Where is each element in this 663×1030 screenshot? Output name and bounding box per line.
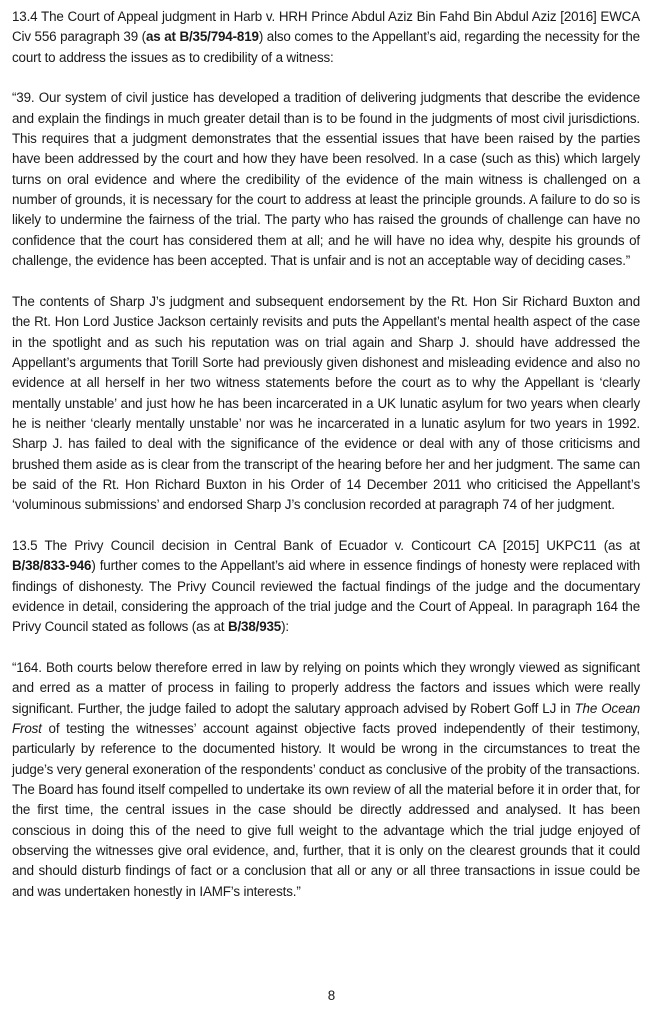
case-name: The Ocean Frost — [12, 700, 640, 737]
document-page — [12, 7, 640, 902]
bundle-reference: B/38/833-946 — [12, 558, 92, 574]
page-number: 8 — [327, 988, 336, 1003]
paragraph-text: of testing the witnesses’ account against objective facts proved independently of their testimony, particularly by reference to the documented history. It would be wrong in the circumstances to treat the judge’s very general exoneration of the respondents’ conduct as conclusive of the probity of the transactions. The Board has found itself compelled to undertake its own review of all the material before it in order that, for the first time, the central issues in the case should be directly addressed and analysed. It has been conscious in doing this of the need to give full weight to the advantage which the trial judge enjoyed of observing the witnesses give oral evidence, and, further, that it is only on the clearest grounds that it could and should disturb findings of fact or a conclusion that all or any or all three transactions in issue could be and was undertaken honestly in IAMF’s interests.” — [12, 721, 640, 899]
quote-paragraph-164 — [12, 658, 640, 902]
paragraph-text: ) further comes to the Appellant’s aid where in essence findings of honesty were replaced with findings of dishonesty. The Privy Council reviewed the factual findings of the judge and the documentary evidence in detail, considering the approach of the trial judge and the Court of Appeal. In paragraph 164 the Privy Council stated as follows (as at — [12, 558, 640, 635]
quote-paragraph-39: “39. Our system of civil justice has developed a tradition of delivering judgments that describe the evidence and explain the findings in much greater detail than is to be found in the judgments of most civil jurisdictions. This requires that a judgment demonstrates that the essential issues that have been raised by the parties have been addressed by the court and how they have been resolved. In a case (such as this) which largely turns on oral evidence and where the credibility of the evidence of the main witness is challenged on a number of grounds, it is necessary for the court to address at least the principle grounds. A failure to do so is likely to undermine the fairness of the trial. The party who has raised the grounds of challenge can have no confidence that the court has considered them at all; and he will have no idea why, despite his grounds of challenge, the evidence has been accepted. That is unfair and is not an acceptable way of deciding cases.” — [12, 90, 640, 269]
paragraph-13-4 — [12, 7, 640, 68]
paragraph-text: 13.5 The Privy Council decision in Central Bank of Ecuador v. Conticourt CA [2015] UKPC11 (as at — [12, 537, 640, 553]
paragraph-text: ): — [281, 619, 289, 635]
paragraph-sharp-judgment: The contents of Sharp J’s judgment and subsequent endorsement by the Rt. Hon Sir Richard Buxton and the Rt. Hon Lord Justice Jackson certainly revisits and puts the Appellant’s mental health aspect of the case in the spotlight and as such his reputation was on trial again and Sharp J. should have addressed the Appellant’s arguments that Torill Sorte had previously given dishonest and misleading evidence and also no evidence at all herself in her two witness statements before the court as to why the Appellant is ‘clearly mentally unstable’ and just how he has been incarcerated in a UK lunatic asylum for two years when clearly he is neither ‘clearly mentally unstable’ nor was he incarcerated in a lunatic asylum for two years in 1992. Sharp J. has failed to deal with the significance of the evidence or deal with any of those criticisms and brushed them aside as is clear from the transcript of the hearing before her and her judgment. The same can be said of the Rt. Hon Richard Buxton in his Order of 14 December 2011 who criticised the Appellant’s ‘voluminous submissions’ and endorsed Sharp J’s conclusion recorded at paragraph 74 of her judgment. — [12, 293, 640, 513]
bundle-reference: B/38/935 — [227, 619, 282, 635]
paragraph-text: 13.4 The Court of Appeal judgment in Harb v. HRH Prince Abdul Aziz Bin Fahd Bin Abdul Aziz [2016] EWCA Civ 556 paragraph 39 ( — [12, 9, 640, 45]
bundle-reference: as at B/35/794-819 — [145, 29, 259, 45]
paragraph-text: ) also comes to the Appellant’s aid, regarding the necessity for the court to address the issues as to credibility of a witness: — [12, 29, 640, 65]
paragraph-13-5 — [12, 536, 640, 638]
paragraph-text: “164. Both courts below therefore erred in law by relying on points which they wrongly viewed as significant and erred as a matter of process in failing to properly address the factors and issues which were really significant. Further, the judge failed to adopt the salutary approach advised by Robert Goff LJ in — [12, 660, 640, 716]
